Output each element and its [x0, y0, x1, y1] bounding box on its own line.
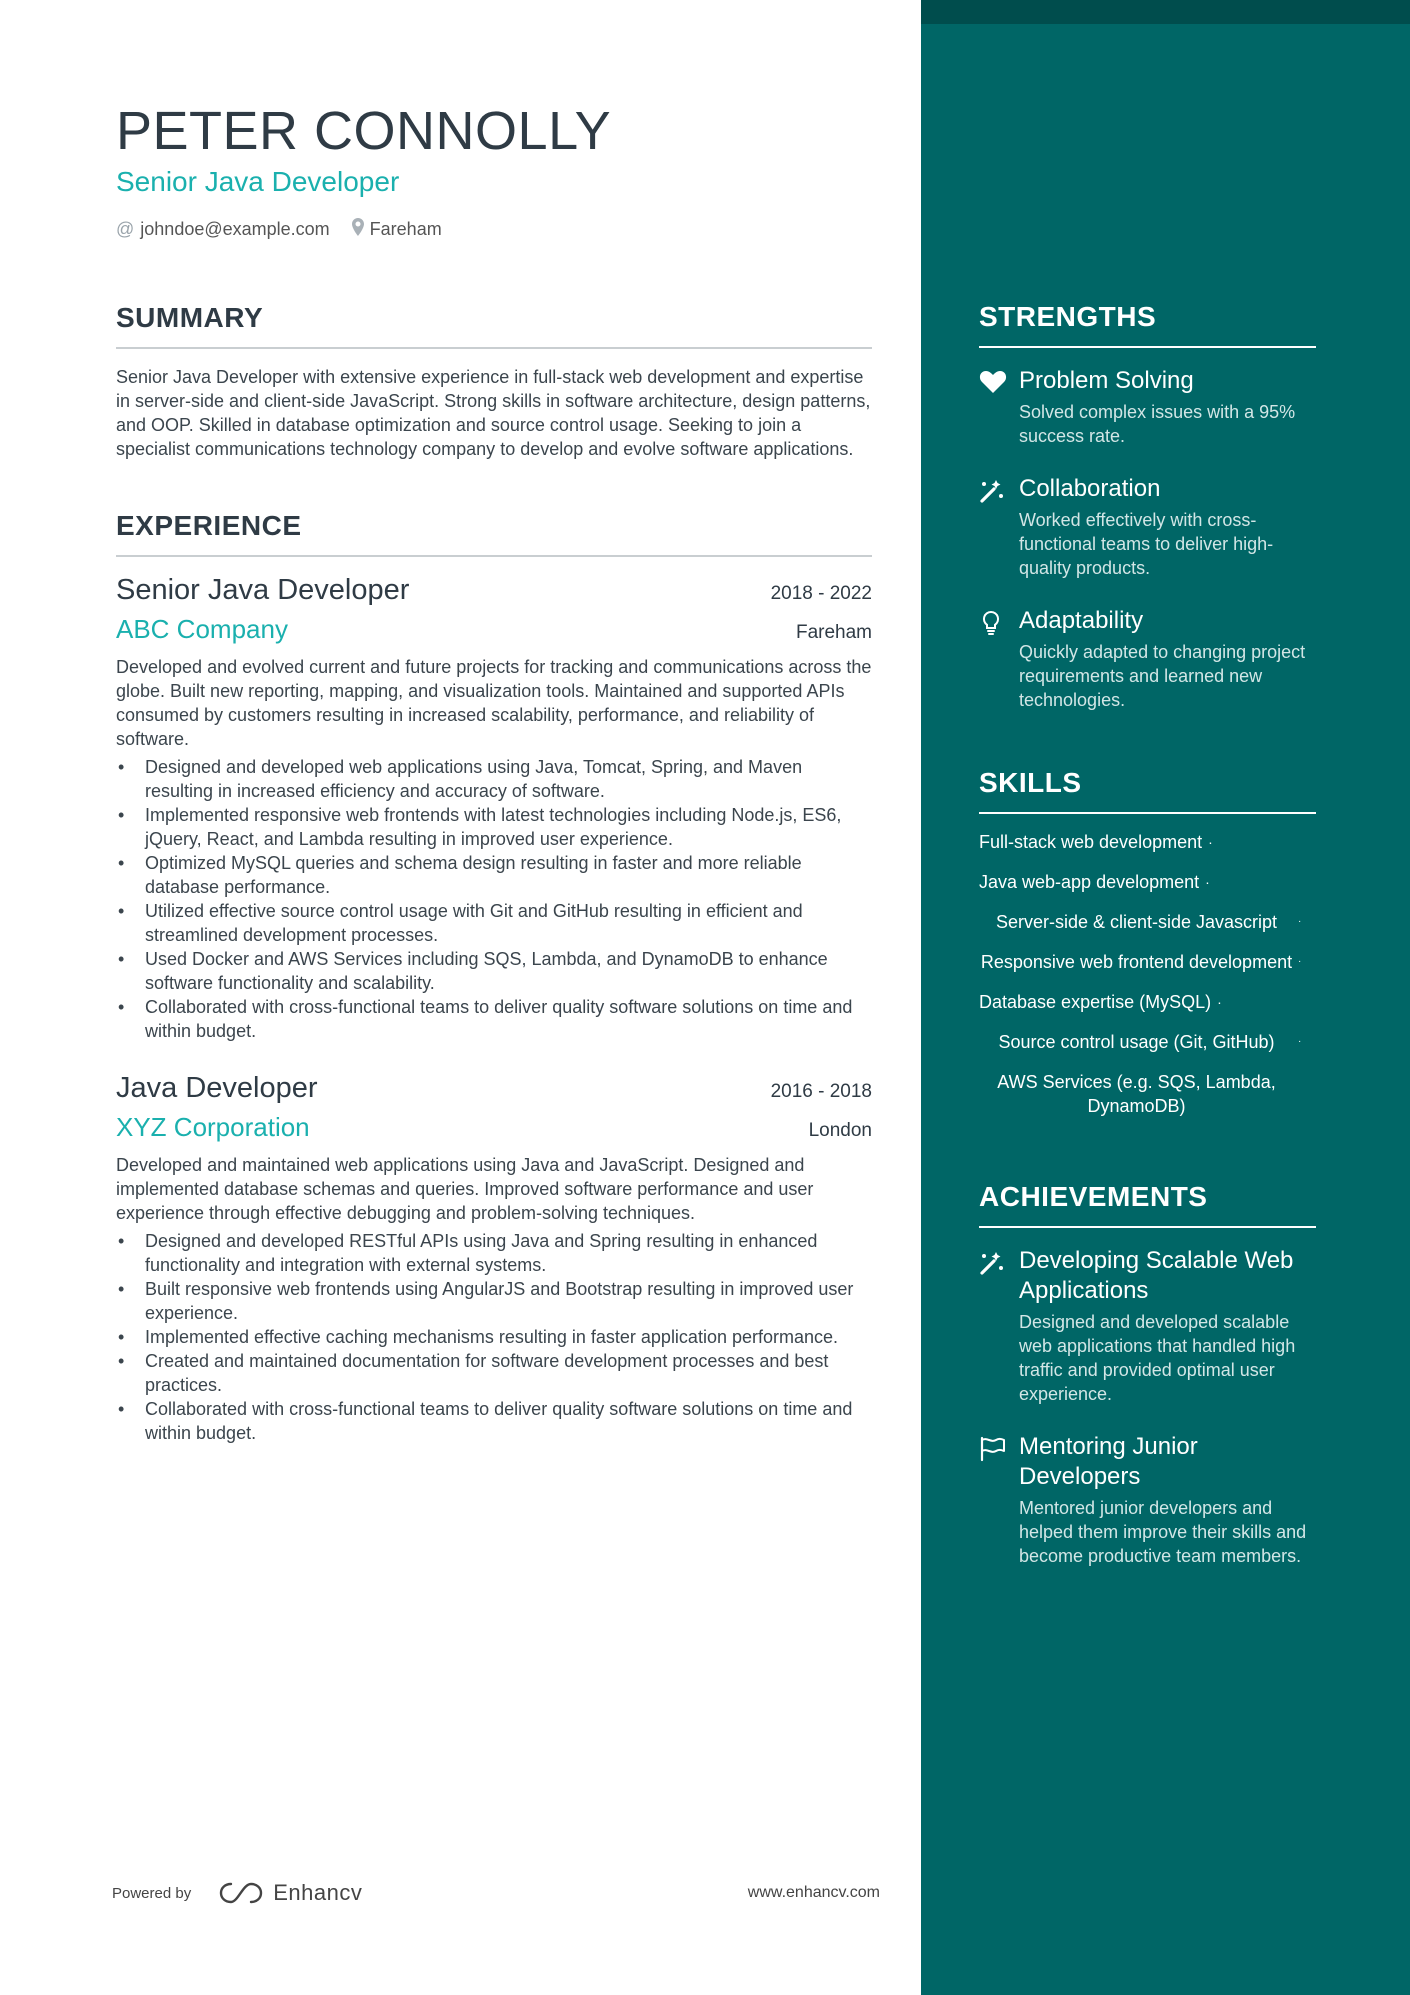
main-content — [116, 100, 872, 1445]
magic-wand-icon — [979, 474, 1019, 580]
summary-text: Senior Java Developer with extensive experience in full-stack web development and expertise in server-side and client-side JavaScript. Strong skills in software architecture, design patterns, and OOP. Skilled in database optimization and source control usage. Seeking to join a specialist communications technology company to develop and evolve software applications. — [116, 367, 871, 459]
job-bullet: • Designed and developed RESTful APIs using Java and Spring resulting in enhanced functionality and integration with external systems. — [116, 1229, 872, 1277]
map-pin-icon — [352, 218, 364, 241]
strength-desc: Worked effectively with cross-functional teams to deliver high-quality products. — [1019, 510, 1274, 578]
skills-list — [979, 830, 1316, 1118]
strength-item — [979, 474, 1316, 580]
enhancv-logo-icon — [217, 1880, 265, 1906]
footer-url[interactable]: www.enhancv.com — [747, 1884, 880, 1901]
experience-heading: EXPERIENCE — [116, 509, 872, 557]
sidebar — [921, 0, 1410, 1995]
skills-section — [979, 766, 1316, 1118]
achievement-item — [979, 1432, 1316, 1568]
contact-email[interactable] — [116, 219, 330, 240]
skill-label: Java web-app development — [979, 872, 1200, 892]
skill-item — [979, 990, 1316, 1014]
skill-label: Responsive web frontend development — [980, 952, 1293, 972]
powered-by-label: Powered by — [112, 1884, 192, 1902]
skill-item — [979, 950, 1316, 974]
strengths-section — [979, 300, 1316, 712]
job-bullets — [116, 1229, 872, 1445]
heart-icon — [979, 366, 1019, 448]
brand-logo[interactable] — [217, 1880, 362, 1906]
skill-separator: · — [1298, 916, 1302, 927]
achievement-title: Developing Scalable Web Applications — [1019, 1247, 1294, 1304]
powered-by — [112, 1880, 362, 1906]
achievement-item — [979, 1246, 1316, 1406]
job-location: Fareham — [795, 622, 872, 643]
job-entry — [116, 1069, 872, 1445]
skill-label: Source control usage (Git, GitHub) — [998, 1032, 1275, 1052]
summary-heading: SUMMARY — [116, 301, 872, 349]
footer — [112, 1880, 880, 1906]
job-bullet: • Collaborated with cross-functional teams to deliver quality software solutions on time and within budget. — [116, 995, 872, 1043]
job-bullet: • Built responsive web frontends using AngularJS and Bootstrap resulting in improved user experience. — [116, 1277, 872, 1325]
contact-info — [116, 218, 872, 241]
achievement-title: Mentoring Junior Developers — [1019, 1433, 1198, 1490]
brand-name: Enhancv — [273, 1880, 363, 1905]
job-bullet: • Created and maintained documentation for software development processes and best practices. — [116, 1349, 872, 1397]
job-entry — [116, 571, 872, 1043]
skill-label: AWS Services (e.g. SQS, Lambda, DynamoDB) — [997, 1072, 1276, 1116]
email-text: johndoe@example.com — [140, 219, 330, 239]
skill-label: Full-stack web development — [979, 832, 1203, 852]
strength-title: Adaptability — [1019, 607, 1144, 634]
job-bullets — [116, 755, 872, 1043]
job-company: ABC Company — [116, 614, 288, 644]
sidebar-top-band — [921, 0, 1410, 24]
achievements-heading: ACHIEVEMENTS — [979, 1180, 1316, 1228]
job-bullet: • Collaborated with cross-functional teams to deliver quality software solutions on time and within budget. — [116, 1397, 872, 1445]
job-location: London — [808, 1120, 872, 1141]
job-title: Senior Java Developer — [116, 574, 410, 606]
contact-location — [352, 218, 442, 241]
flag-icon — [979, 1432, 1019, 1568]
skill-item — [979, 910, 1316, 934]
job-bullet: • Utilized effective source control usage with Git and GitHub resulting in efficient and streamlined development processes. — [116, 899, 872, 947]
lightbulb-icon — [979, 606, 1019, 712]
sidebar-content — [979, 300, 1316, 1568]
job-description: Developed and evolved current and future projects for tracking and communications across the globe. Built new reporting, mapping, and visualization tools. Maintained and supported APIs consumed by customers resulting in increased scalability, performance, and reliability of software. — [116, 657, 872, 749]
skills-heading: SKILLS — [979, 766, 1316, 814]
job-bullet: • Used Docker and AWS Services including SQS, Lambda, and DynamoDB to enhance software functionality and scalability. — [116, 947, 872, 995]
skill-separator: · — [1217, 994, 1222, 1010]
strength-title: Collaboration — [1019, 475, 1161, 502]
skill-separator: · — [1298, 1036, 1302, 1047]
skill-item — [979, 870, 1316, 894]
job-company: XYZ Corporation — [116, 1112, 310, 1142]
strengths-heading: STRENGTHS — [979, 300, 1316, 348]
job-dates: 2018 - 2022 — [770, 583, 872, 604]
experience-section — [116, 509, 872, 1445]
job-dates: 2016 - 2018 — [770, 1081, 872, 1102]
achievement-desc: Designed and developed scalable web applications that handled high traffic and provided optimal user experience. — [1019, 1312, 1296, 1404]
job-bullet: • Designed and developed web applications using Java, Tomcat, Spring, and Maven resulting in increased efficiency and accuracy of software. — [116, 755, 872, 803]
skill-item — [979, 1070, 1294, 1118]
job-title: Java Developer — [116, 1072, 318, 1104]
skill-label: Server-side & client-side Javascript — [995, 912, 1278, 932]
job-bullet: • Implemented effective caching mechanisms resulting in faster application performance. — [116, 1325, 872, 1349]
strength-item — [979, 606, 1316, 712]
strength-desc: Quickly adapted to changing project requirements and learned new technologies. — [1019, 642, 1306, 710]
magic-wand-icon — [979, 1246, 1019, 1406]
candidate-title: Senior Java Developer — [116, 166, 400, 197]
strength-title: Problem Solving — [1019, 367, 1194, 394]
job-bullet: • Implemented responsive web frontends with latest technologies including Node.js, ES6, jQuery, React, and Lambda resulting in improved user experience. — [116, 803, 872, 851]
achievements-section — [979, 1180, 1316, 1568]
strength-item — [979, 366, 1316, 448]
job-bullet: • Optimized MySQL queries and schema design resulting in faster and more reliable database performance. — [116, 851, 872, 899]
at-icon: @ — [116, 219, 135, 239]
location-text: Fareham — [369, 219, 442, 239]
achievement-desc: Mentored junior developers and helped them improve their skills and become productive team members. — [1019, 1498, 1307, 1566]
candidate-name: PETER CONNOLLY — [116, 101, 612, 161]
skill-separator: · — [1205, 874, 1210, 890]
skill-separator: · — [1208, 834, 1213, 850]
skill-label: Database expertise (MySQL) — [979, 992, 1212, 1012]
summary-section — [116, 301, 872, 461]
skill-item — [979, 1030, 1316, 1054]
strength-desc: Solved complex issues with a 95% success rate. — [1019, 402, 1296, 446]
skill-item — [979, 830, 1316, 854]
skill-separator: · — [1298, 956, 1302, 967]
job-description: Developed and maintained web applications using Java and JavaScript. Designed and implemented database schemas and queries. Improved software performance and user experience through effective debugging and problem-solving techniques. — [116, 1155, 814, 1223]
